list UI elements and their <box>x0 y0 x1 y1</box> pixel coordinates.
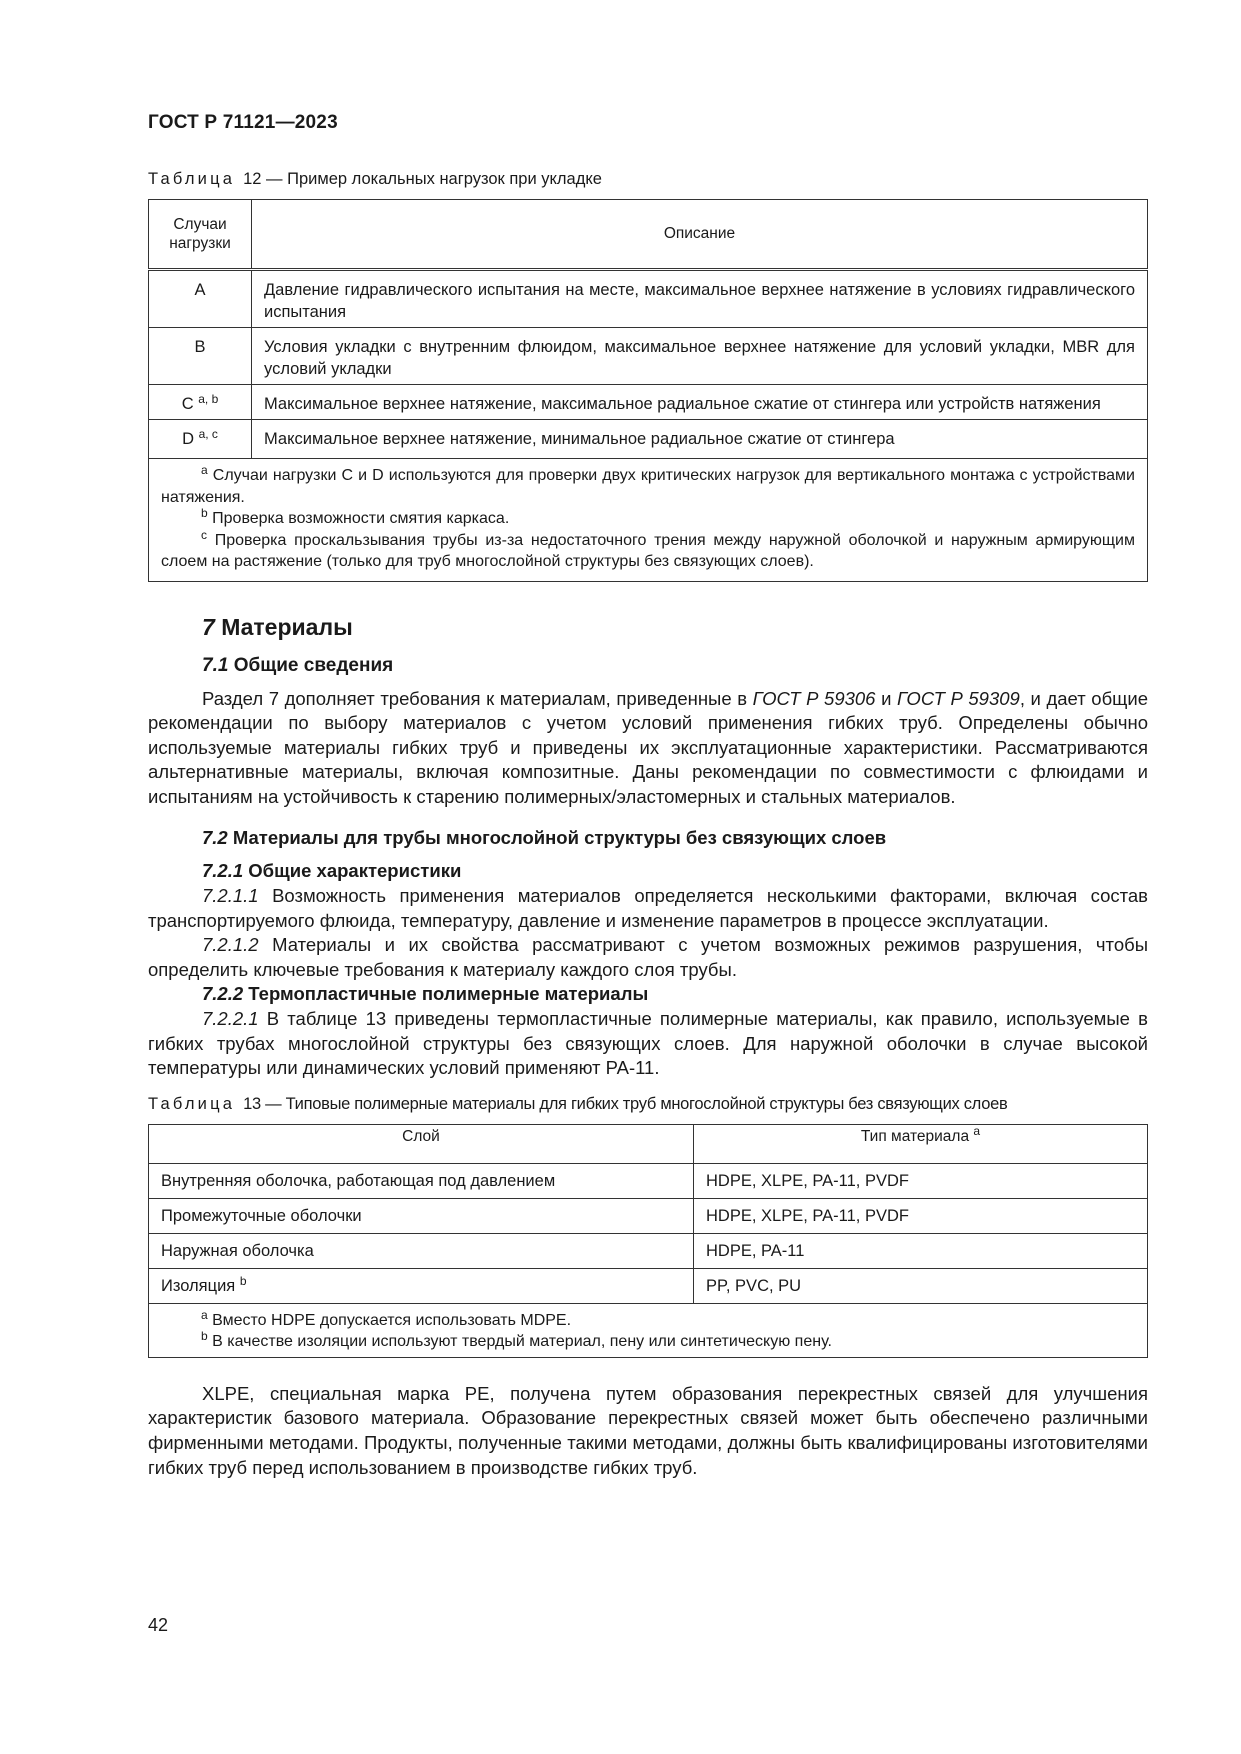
footnote-mark: a <box>973 1123 981 1138</box>
table12 <box>148 199 1148 582</box>
table-row <box>149 385 1148 420</box>
paragraph: 7.2.1.2 Материалы и их свойства рассматривают с учетом возможных режимов разрушения, чтобы определить ключевые требования к материалу каждого слоя трубы. <box>148 934 1148 980</box>
table12-desc-cell: Давление гидравлического испытания на месте, максимальное верхнее натяжение в условиях гидравлического испытания <box>252 270 1148 328</box>
standard-reference: ГОСТ Р 59306 <box>752 687 876 709</box>
table12-caption-text: 12 — Пример локальных нагрузок при укладке <box>243 170 602 188</box>
table13 <box>148 1124 1148 1358</box>
table13-header-layer: Слой <box>149 1124 694 1163</box>
table-note: $^b$ Проверка возможности смятия каркаса. <box>201 506 510 527</box>
table13-layer-cell: Промежуточные оболочки <box>149 1198 694 1233</box>
footnote-mark: a, b <box>198 392 219 406</box>
table13-layer-cell: Внутренняя оболочка, работающая под давлением <box>149 1163 694 1198</box>
table13-layer-cell: Изоляция $^b$ <box>149 1268 694 1303</box>
table-row <box>149 420 1148 459</box>
paragraph: Раздел 7 дополняет требования к материалам, приведенные в ГОСТ Р 59306 и ГОСТ Р 59309, и дает общие рекомендации по выбору материалов с учетом условий применения гибких труб. Определены обычно используемые материалы гибких труб и приведены их эксплуатационные характеристики. Рассматриваются альтернативные материалы, включая композитные. Даны рекомендации по совместимости с флюидами и испытаниям на устойчивость к старению полимерных/эластомерных и стальных материалов. <box>148 687 1149 807</box>
table12-desc-cell: Максимальное верхнее натяжение, максимальное радиальное сжатие от стингера или устройств натяжения <box>252 385 1148 420</box>
subsubsection-heading: 7.2.1 Общие характеристики <box>202 860 462 882</box>
document-page <box>148 112 1148 1480</box>
page-number: 42 <box>148 1615 169 1635</box>
table12-desc-cell: Максимальное верхнее натяжение, минимальное радиальное сжатие от стингера <box>252 420 1148 459</box>
table-row <box>149 1233 1148 1268</box>
table-note: $^a$ Случаи нагрузки C и D используются для проверки двух критических нагрузок для вертикального монтажа с устройствами натяжения. <box>161 463 1135 506</box>
table-row <box>149 1268 1148 1303</box>
table13-type-cell: HDPE, XLPE, PA-11, PVDF <box>694 1198 1148 1233</box>
table12-notes <box>149 459 1148 582</box>
footnote-mark: b <box>239 1273 247 1288</box>
subsubsection-heading: 7.2.2 Термопластичные полимерные материалы <box>202 983 649 1005</box>
table12-header-desc: Описание <box>252 200 1148 270</box>
table13-type-cell: HDPE, XLPE, PA-11, PVDF <box>694 1163 1148 1198</box>
table13-caption <box>148 1095 1148 1114</box>
table12-caption-word: Таблица <box>148 170 236 188</box>
table13-header-type: Тип материала $^a$ <box>694 1124 1148 1163</box>
footnote-mark: a, c <box>198 427 218 441</box>
table13-type-cell: HDPE, PA-11 <box>694 1233 1148 1268</box>
table13-caption-text: 13 — Типовые полимерные материалы для гибких труб многослойной структуры без связующих слоев <box>243 1094 1008 1113</box>
table-row <box>149 1198 1148 1233</box>
table12-case-cell: B <box>149 328 252 385</box>
table12-desc-cell: Условия укладки с внутренним флюидом, максимальное верхнее натяжение для условий укладки, MBR для условий укладки <box>252 328 1148 385</box>
subsection-heading: 7.2 Материалы для трубы многослойной структуры без связующих слоев <box>202 827 887 849</box>
section-heading: 7 Материалы <box>202 613 353 640</box>
table13-caption-word: Таблица <box>148 1094 236 1113</box>
standard-reference: ГОСТ Р 59309 <box>896 687 1020 709</box>
table-row <box>149 328 1148 385</box>
paragraph: XLPE, специальная марка PE, получена путем образования перекрестных связей для улучшения характеристик базового материала. Образование перекрестных связей может быть обеспечено различными фирменными методами. Продукты, полученные такими методами, должны быть квалифицированы изготовителями гибких труб перед использованием в производстве гибких труб. <box>148 1382 1148 1478</box>
table13-type-cell: PP, PVC, PU <box>694 1268 1148 1303</box>
table-note: $^a$ Вместо HDPE допускается использовать MDPE. <box>201 1307 572 1329</box>
table-row <box>149 1163 1148 1198</box>
table12-case-cell: D $^{a, c}$ <box>149 420 252 459</box>
table13-layer-cell: Наружная оболочка <box>149 1233 694 1268</box>
table12-header-case: Случаи нагрузки <box>149 200 252 270</box>
paragraph: 7.2.2.1 В таблице 13 приведены термопластичные полимерные материалы, как правило, используемые в гибких трубах многослойной структуры без связующих слоев. Для наружной оболочки в случае высокой температуры или динамических условий применяют PA-11. <box>148 1008 1148 1079</box>
table12-caption <box>148 170 1148 189</box>
table12-case-cell: A <box>149 270 252 328</box>
subsection-heading: 7.1 Общие сведения <box>202 654 394 676</box>
document-code: ГОСТ Р 71121—2023 <box>148 112 338 133</box>
table-note: $^b$ В качестве изоляции используют твердый материал, пену или синтетическую пену. <box>201 1329 832 1351</box>
table13-notes <box>149 1303 1148 1357</box>
table-note: $^c$ Проверка проскальзывания трубы из-за недостаточного трения между наружной оболочкой и наружным армирующим слоем на растяжение (только для труб многослойной структуры без связующих слоев). <box>161 527 1135 570</box>
table12-case-cell: C $^{a, b}$ <box>149 385 252 420</box>
paragraph: 7.2.1.1 Возможность применения материалов определяется несколькими факторами, включая состав транспортируемого флюида, температуру, давление и изменение параметров в процессе эксплуатации. <box>148 885 1148 931</box>
table-row <box>149 270 1148 328</box>
